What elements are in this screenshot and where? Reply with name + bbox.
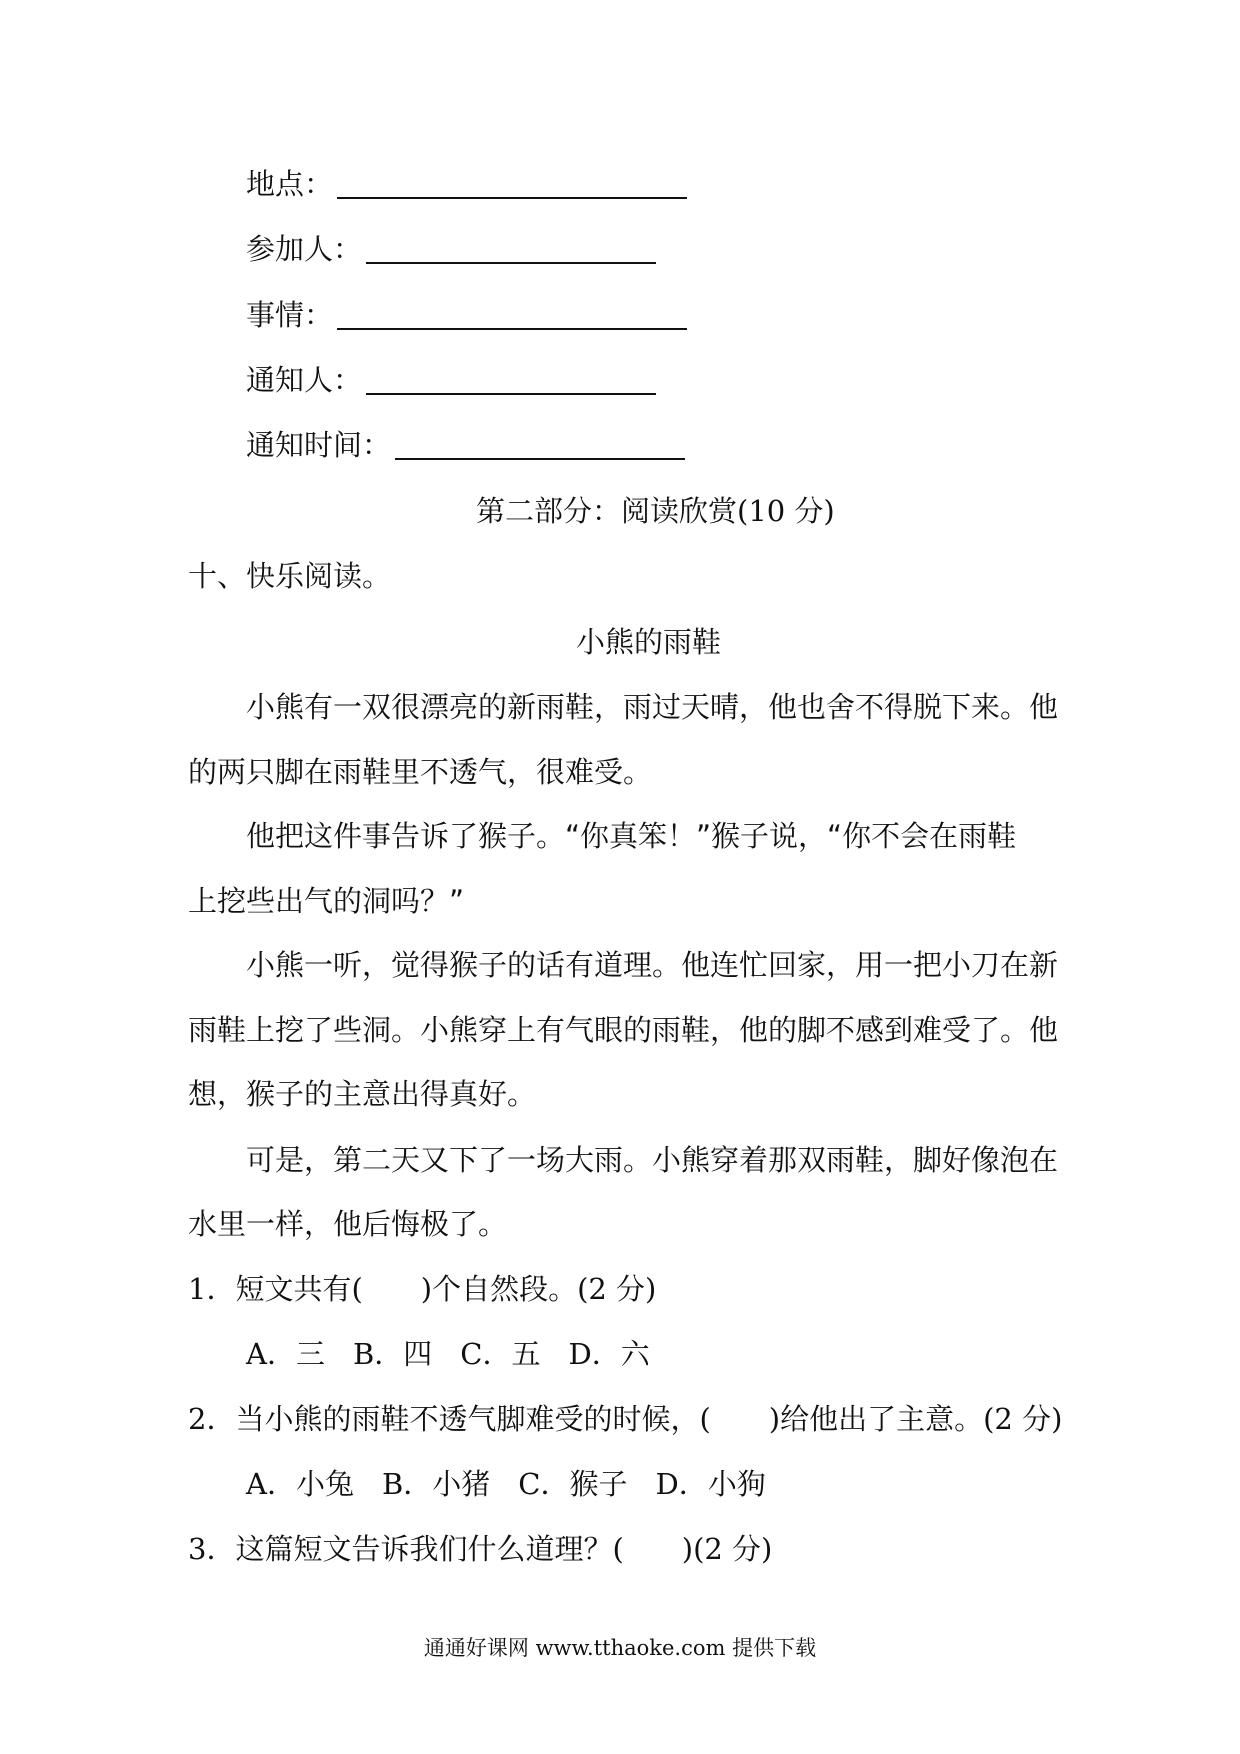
participants-field — [246, 232, 656, 266]
story-line: 水里一样，他后悔极了。 — [188, 1207, 508, 1241]
option: C．五 — [460, 1337, 541, 1371]
question-1-options — [246, 1337, 678, 1371]
story-line: 他把这件事告诉了猴子。“你真笨！”猴子说，“你不会在雨鞋 — [246, 819, 1017, 853]
option: D．小狗 — [655, 1467, 766, 1501]
footer: 通通好课网 www.tthaoke.com 提供下载 — [423, 1636, 817, 1660]
question-2-options — [246, 1467, 794, 1501]
matter-label: 事情： — [246, 298, 334, 332]
participants-blank — [366, 238, 656, 264]
notifier-field — [246, 363, 656, 397]
notifier-blank — [366, 369, 656, 395]
story-line: 可是，第二天又下了一场大雨。小熊穿着那双雨鞋，脚好像泡在 — [246, 1143, 1059, 1177]
matter-field — [246, 298, 687, 332]
story-line: 小熊一听，觉得猴子的话有道理。他连忙回家，用一把小刀在新 — [246, 948, 1059, 982]
story-title: 小熊的雨鞋 — [576, 625, 722, 659]
story-line: 想，猴子的主意出得真好。 — [188, 1077, 537, 1111]
section-title: 十、快乐阅读。 — [188, 559, 392, 593]
story-line: 上挖些出气的洞吗？” — [188, 884, 465, 918]
place-label: 地点： — [246, 167, 334, 201]
question-1: 1．短文共有( )个自然段。(2 分) — [188, 1272, 657, 1306]
participants-label: 参加人： — [246, 232, 363, 266]
option: A．小兔 — [246, 1467, 354, 1501]
notice-time-label: 通知时间： — [246, 428, 392, 462]
option: A．三 — [246, 1337, 325, 1371]
option: D．六 — [568, 1337, 650, 1371]
matter-blank — [337, 304, 687, 330]
question-3: 3．这篇短文告诉我们什么道理？( )(2 分) — [188, 1532, 773, 1566]
story-line: 小熊有一双很漂亮的新雨鞋，雨过天晴，他也舍不得脱下来。他 — [246, 690, 1059, 724]
notifier-label: 通知人： — [246, 363, 363, 397]
option: B．小猪 — [381, 1467, 491, 1501]
story-line: 的两只脚在雨鞋里不透气，很难受。 — [188, 755, 653, 789]
notice-time-field — [246, 428, 685, 462]
place-field — [246, 167, 687, 201]
place-blank — [337, 173, 687, 199]
notice-time-blank — [395, 434, 685, 460]
option: B．四 — [352, 1337, 433, 1371]
part2-heading: 第二部分：阅读欣赏(10 分) — [476, 494, 835, 528]
question-2: 2．当小熊的雨鞋不透气脚难受的时候，( )给他出了主意。(2 分) — [188, 1402, 1063, 1436]
story-line: 雨鞋上挖了些洞。小熊穿上有气眼的雨鞋，他的脚不感到难受了。他 — [188, 1013, 1059, 1047]
option: C．猴子 — [518, 1467, 628, 1501]
